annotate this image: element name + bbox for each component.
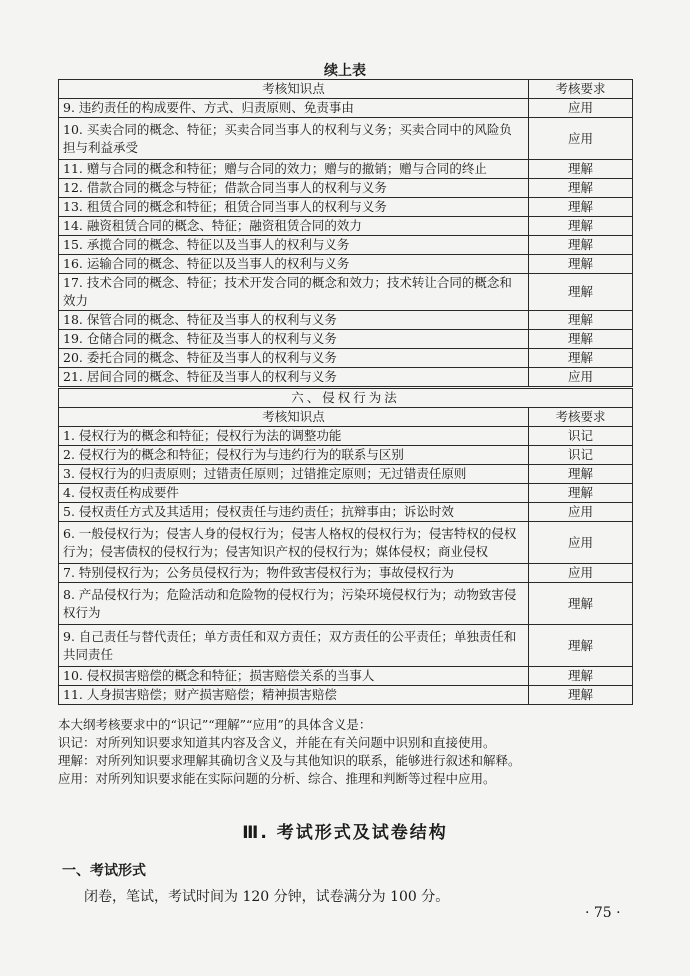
table-row [59,583,633,625]
requirement-notes [58,716,638,788]
knowledge-point-cell: 14. 融资租赁合同的概念、特征；融资租赁合同的效力 [59,217,529,236]
requirement-cell: 理解 [529,274,633,311]
requirement-cell: 应用 [529,564,633,583]
knowledge-point-cell: 10. 侵权损害赔偿的概念和特征；损害赔偿关系的当事人 [59,667,529,686]
knowledge-point-cell: 11. 人身损害赔偿；财产损害赔偿；精神损害赔偿 [59,686,529,705]
requirement-cell: 理解 [529,667,633,686]
table-row [59,368,633,387]
knowledge-point-cell: 1. 侵权行为的概念和特征；侵权行为法的调整功能 [59,427,529,446]
table-row [59,503,633,522]
requirement-cell: 理解 [529,625,633,667]
requirement-cell: 识记 [529,446,633,465]
note-understand: 理解：对所列知识要求理解其确切含义及与其他知识的联系，能够进行叙述和解释。 [58,753,521,768]
table-row [59,686,633,705]
table-row [59,522,633,564]
header-knowledge-point: 考核知识点 [59,408,529,427]
requirement-cell: 理解 [529,236,633,255]
table-row [59,236,633,255]
table-row [59,625,633,667]
table-row [59,427,633,446]
contract-law-table [58,79,633,387]
table-row [59,160,633,179]
requirement-cell: 理解 [529,349,633,368]
knowledge-point-cell: 9. 违约责任的构成要件、方式、归责原则、免责事由 [59,99,529,118]
requirement-cell: 理解 [529,179,633,198]
continued-table-title: 续上表 [324,63,366,79]
knowledge-point-cell: 11. 赠与合同的概念和特征；赠与合同的效力；赠与的撤销；赠与合同的终止 [59,160,529,179]
requirement-cell: 理解 [529,160,633,179]
requirement-cell: 应用 [529,503,633,522]
requirement-cell: 应用 [529,522,633,564]
header-requirement: 考核要求 [529,408,633,427]
knowledge-point-cell: 5. 侵权责任方式及其适用；侵权责任与违约责任；抗辩事由；诉讼时效 [59,503,529,522]
note-memorize: 识记：对所列知识要求知道其内容及含义，并能在有关问题中识别和直接使用。 [58,735,496,750]
knowledge-point-cell: 20. 委托合同的概念、特征及当事人的权利与义务 [59,349,529,368]
requirement-cell: 理解 [529,311,633,330]
page-number: · 75 · [585,905,621,921]
header-knowledge-point: 考核知识点 [59,80,529,99]
knowledge-point-cell: 17. 技术合同的概念、特征；技术开发合同的概念和效力；技术转让合同的概念和效力 [59,274,529,311]
knowledge-point-cell: 6. 一般侵权行为；侵害人身的侵权行为；侵害人格权的侵权行为；侵害特权的侵权行为；侵害债权的侵权行为；侵害知识产权的侵权行为；媒体侵权；商业侵权 [59,522,529,564]
note-apply: 应用：对所列知识要求能在实际问题的分析、综合、推理和判断等过程中应用。 [58,771,496,786]
knowledge-point-cell: 4. 侵权责任构成要件 [59,484,529,503]
table-row [59,564,633,583]
knowledge-point-cell: 13. 租赁合同的概念和特征；租赁合同当事人的权利与义务 [59,198,529,217]
subsection-title: 一、考试形式 [62,863,146,879]
table-row [59,667,633,686]
table-row [59,99,633,118]
knowledge-point-cell: 18. 保管合同的概念、特征及当事人的权利与义务 [59,311,529,330]
table-row [59,311,633,330]
requirement-cell: 应用 [529,99,633,118]
requirement-cell: 应用 [529,368,633,387]
exam-format-text: 闭卷，笔试，考试时间为 120 分钟，试卷满分为 100 分。 [84,889,450,905]
knowledge-point-cell: 16. 运输合同的概念、特征以及当事人的权利与义务 [59,255,529,274]
table-row [59,274,633,311]
table-row [59,217,633,236]
requirement-cell: 理解 [529,686,633,705]
part-title: Ⅲ. 考试形式及试卷结构 [242,823,448,843]
table-row [59,118,633,160]
requirement-cell: 理解 [529,484,633,503]
table-row [59,484,633,503]
table-row [59,255,633,274]
table-row [59,179,633,198]
requirement-cell: 理解 [529,198,633,217]
knowledge-point-cell: 10. 买卖合同的概念、特征；买卖合同当事人的权利与义务；买卖合同中的风险负担与利益承受 [59,118,529,160]
knowledge-point-cell: 9. 自己责任与替代责任；单方责任和双方责任；双方责任的公平责任；单独责任和共同责任 [59,625,529,667]
requirement-cell: 识记 [529,427,633,446]
table-row [59,330,633,349]
requirement-cell: 理解 [529,330,633,349]
section-title: 六、侵权行为法 [59,389,633,408]
requirement-cell: 理解 [529,465,633,484]
table-header-row [59,80,633,99]
tort-law-table [58,388,633,705]
table-header-row [59,408,633,427]
knowledge-point-cell: 2. 侵权行为的概念和特征；侵权行为与违约行为的联系与区别 [59,446,529,465]
knowledge-point-cell: 19. 仓储合同的概念、特征及当事人的权利与义务 [59,330,529,349]
knowledge-point-cell: 15. 承揽合同的概念、特征以及当事人的权利与义务 [59,236,529,255]
requirement-cell: 理解 [529,217,633,236]
table-row [59,465,633,484]
knowledge-point-cell: 12. 借款合同的概念与特征；借款合同当事人的权利与义务 [59,179,529,198]
section-title-row [59,389,633,408]
table-row [59,198,633,217]
header-requirement: 考核要求 [529,80,633,99]
table-row [59,349,633,368]
requirement-cell: 应用 [529,118,633,160]
table-row [59,446,633,465]
requirement-cell: 理解 [529,583,633,625]
knowledge-point-cell: 3. 侵权行为的归责原则；过错责任原则；过错推定原则；无过错责任原则 [59,465,529,484]
notes-intro: 本大纲考核要求中的“识记”“理解”“应用”的具体含义是： [58,717,372,732]
requirement-cell: 理解 [529,255,633,274]
knowledge-point-cell: 21. 居间合同的概念、特征及当事人的权利与义务 [59,368,529,387]
knowledge-point-cell: 7. 特别侵权行为；公务员侵权行为；物件致害侵权行为；事故侵权行为 [59,564,529,583]
knowledge-point-cell: 8. 产品侵权行为；危险活动和危险物的侵权行为；污染环境侵权行为；动物致害侵权行为 [59,583,529,625]
